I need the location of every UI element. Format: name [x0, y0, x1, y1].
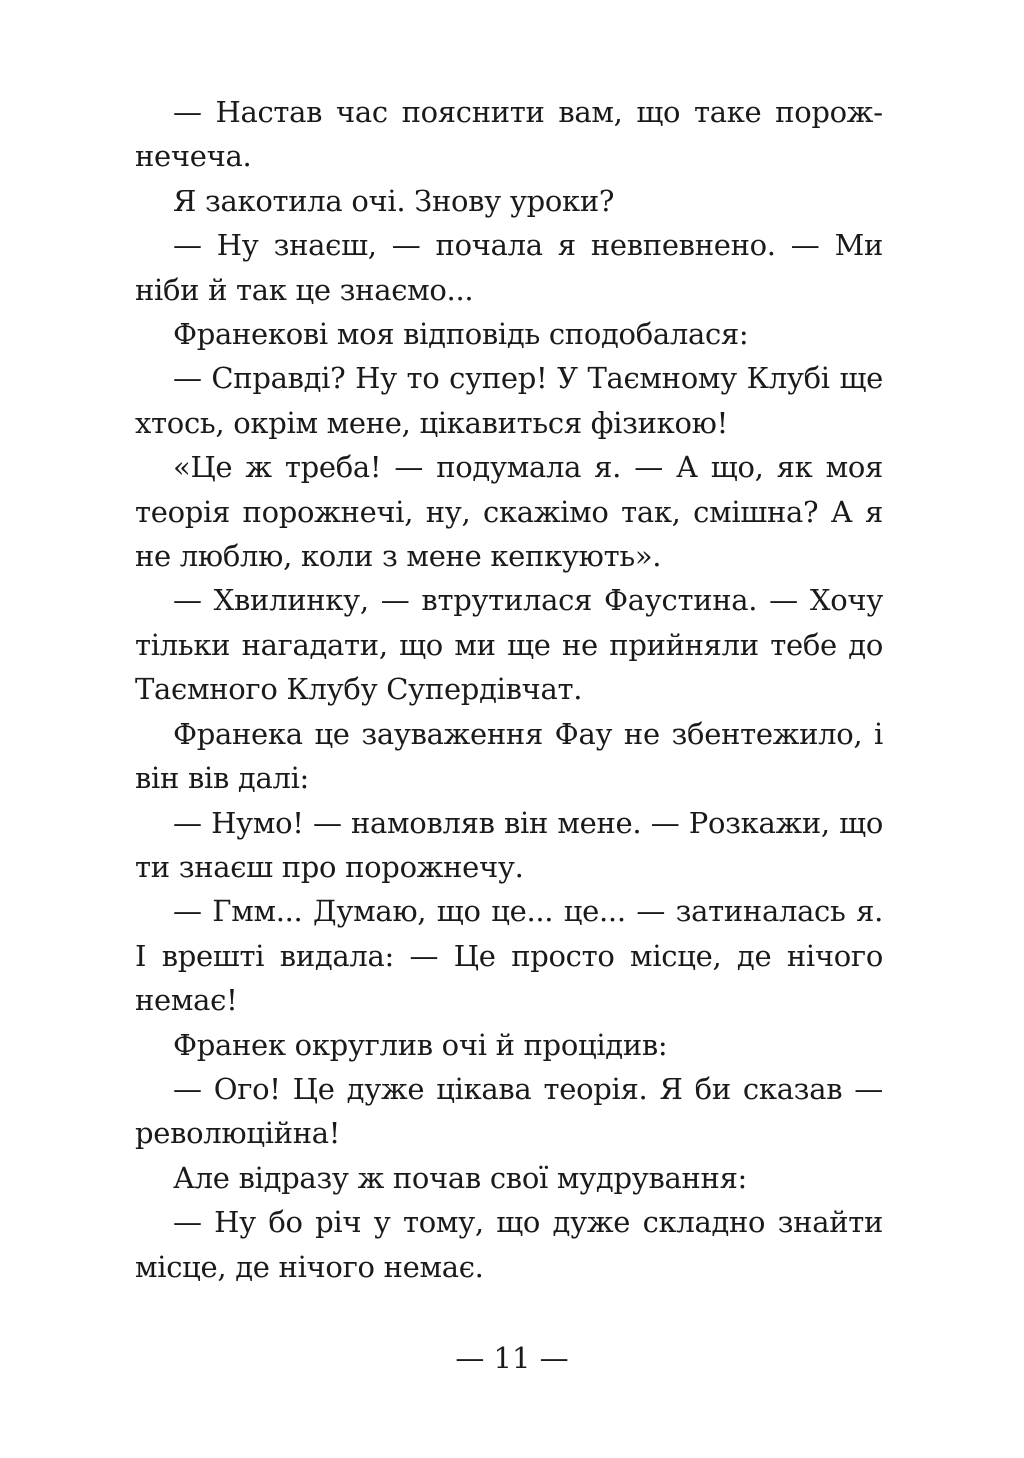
paragraph: — Нумо! — намовляв він мене. — Розкажи, що ти знаєш про порожнечу.	[135, 805, 883, 884]
paragraph: Але відразу ж почав свої мудрування:	[173, 1160, 748, 1195]
paragraph: — Хвилинку, — втрутилася Фаустина. — Хочу тільки нагадати, що ми ще не прийняли тебе до Таємного Клубу Супердівчат.	[135, 583, 883, 707]
paragraph: Франека це зауваження Фау не збентежило, і він вів далі:	[135, 716, 883, 796]
paragraph: — Гмм... Думаю, що це... це... — затиналась я. І врешті видала: — Це просто місце, де нічого немає!	[135, 894, 883, 1018]
paragraph: Я закотила очі. Знову уроки?	[173, 183, 615, 218]
paragraph: — Настав час пояснити вам, що таке порожнечеча.	[135, 95, 883, 174]
body-text	[135, 90, 883, 1289]
paragraph: — Ну знаєш, — почала я невпевнено. — Ми ніби й так це знаємо...	[135, 228, 883, 307]
paragraph: — Ну бо річ у тому, що дуже складно знайти місце, де нічого немає.	[135, 1205, 883, 1284]
paragraph: Франек округлив очі й процідив:	[173, 1027, 668, 1062]
paragraph: «Це ж треба! — подумала я. — А що, як моя теорія порожнечі, ну, скажімо так, смішна? А я не люблю, коли з мене кепкують».	[135, 450, 883, 574]
paragraph: — Справді? Ну то супер! У Таємному Клубі ще хтось, окрім мене, цікавиться фізикою!	[135, 361, 883, 440]
page-number: — 11 —	[455, 1341, 569, 1375]
paragraph: Франекові моя відповідь сподобалася:	[173, 317, 749, 352]
paragraph: — Ого! Це дуже цікава теорія. Я би сказав — революційна!	[135, 1071, 883, 1151]
